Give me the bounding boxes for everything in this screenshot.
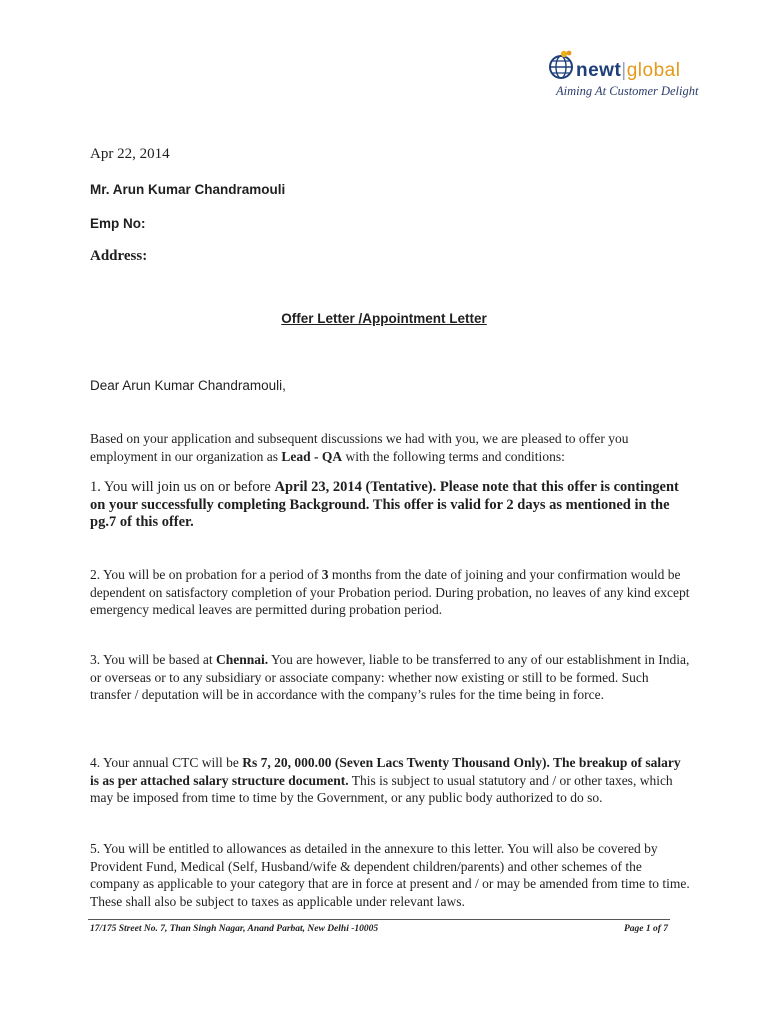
intro-text-1: Based on your application and subsequent discussions we had with you, we are pleased to offer you employment in our organization as bbox=[90, 431, 629, 464]
intro-paragraph bbox=[90, 430, 690, 465]
page-number: Page 1 of 7 bbox=[623, 924, 668, 934]
term-3-location: Chennai. bbox=[216, 652, 269, 667]
letter-title: Offer Letter /Appointment Letter bbox=[281, 311, 487, 326]
salutation: Dear Arun Kumar Chandramouli, bbox=[90, 378, 286, 393]
term-1-paragraph bbox=[90, 479, 690, 532]
term-1-text: 1. You will join us on or before bbox=[90, 479, 275, 495]
logo-brand-a: newt bbox=[576, 60, 622, 81]
term-2-months: 3 bbox=[321, 567, 329, 582]
letter-date: Apr 22, 2014 bbox=[90, 146, 170, 162]
globe-icon bbox=[548, 50, 574, 80]
logo-brand-b: global bbox=[626, 60, 681, 81]
term-3-paragraph bbox=[90, 651, 690, 704]
term-2-text-2: months from the date of joining and your confirmation would be dependent on satisfactory completion of your Probation period. During probation, no leaves of any kind except emergency medical leaves are permitted during probation period. bbox=[90, 567, 690, 618]
intro-role: Lead - QA bbox=[281, 448, 343, 464]
footer-divider bbox=[88, 919, 670, 920]
term-4-ctc: Rs 7, 20, 000.00 (Seven Lacs Twenty Thousand Only). The breakup of salary is as per attached salary structure document. bbox=[90, 755, 681, 788]
recipient-address: Address: bbox=[90, 248, 148, 264]
term-2-paragraph bbox=[90, 566, 690, 619]
term-4-text-1: 4. Your annual CTC will be bbox=[90, 755, 243, 770]
logo-tagline: Aiming At Customer Delight bbox=[556, 84, 699, 98]
term-5-text: 5. You will be entitled to allowances as detailed in the annexure to this letter. You will also be covered by Provident Fund, Medical (Self, Husband/wife & dependent children/parents) and other schemes of the company as applicable to your category that are in force at present and / or may be amended from time to time. These shall also be subject to taxes as applicable under relevant laws. bbox=[90, 841, 690, 909]
recipient-name: Mr. Arun Kumar Chandramouli bbox=[90, 182, 286, 197]
intro-text-2: with the following terms and conditions: bbox=[342, 448, 565, 464]
footer-address: 17/175 Street No. 7, Than Singh Nagar, Anand Parbat, New Delhi -10005 bbox=[90, 924, 379, 934]
logo-separator: | bbox=[621, 60, 627, 81]
term-3-text-1: 3. You will be based at bbox=[90, 652, 216, 667]
term-4-paragraph bbox=[90, 754, 690, 807]
term-5-paragraph bbox=[90, 840, 690, 910]
employee-number: Emp No: bbox=[90, 216, 146, 231]
term-1-bold: April 23, 2014 (Tentative). Please note that this offer is contingent on your successfully completing Background. This offer is valid for 2 days as mentioned in the pg.7 of this offer. bbox=[90, 479, 679, 530]
logo-wordmark bbox=[576, 60, 680, 82]
term-2-text-1: 2. You will be on probation for a period of bbox=[90, 567, 322, 582]
term-3-text-2: You are however, liable to be transferred to any of our establishment in India, or overseas or to any subsidiary or associate company: whether now existing or still to be formed. Such transfer / deputation will be in accordance with the company’s rules for the time being in force. bbox=[90, 652, 690, 703]
company-logo bbox=[548, 44, 738, 104]
term-4-text-2: This is subject to usual statutory and / or other taxes, which may be imposed from time to time by the Government, or any public body authorized to do so. bbox=[90, 772, 673, 806]
